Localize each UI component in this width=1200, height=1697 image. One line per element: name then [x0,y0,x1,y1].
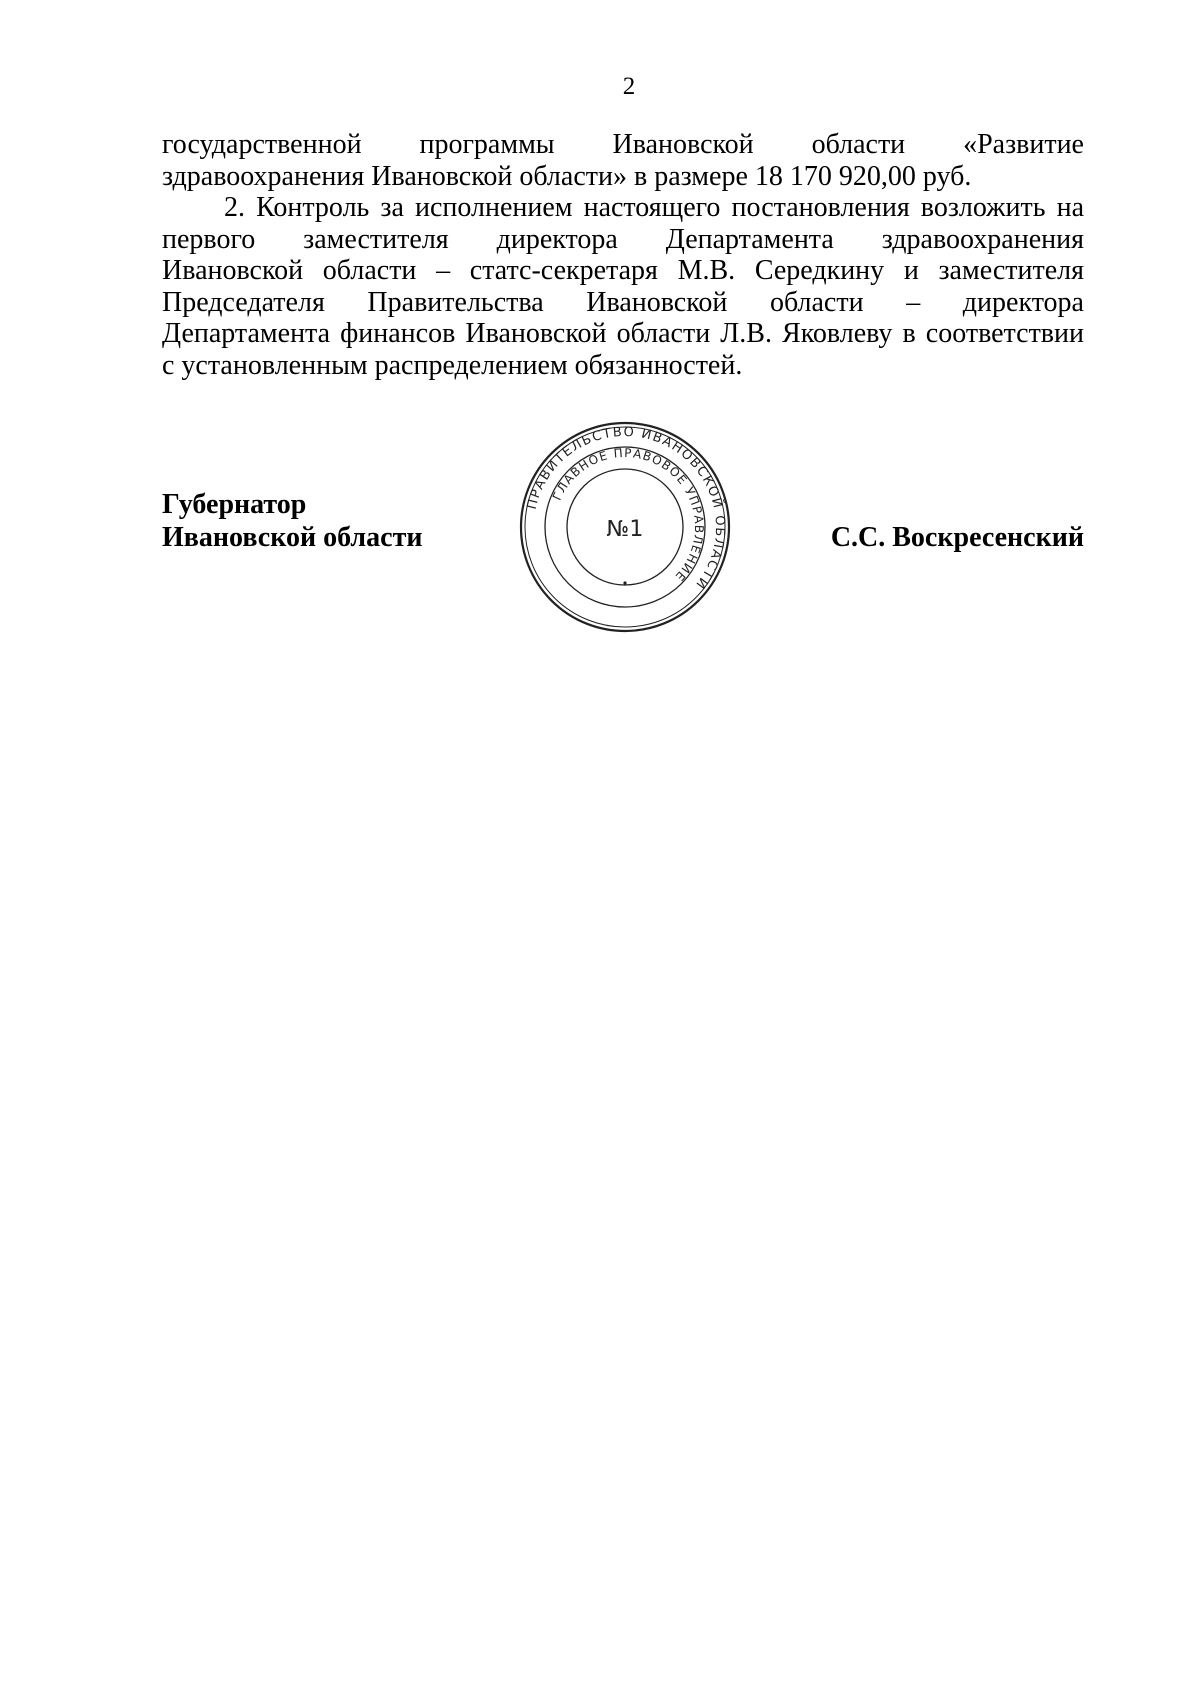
signer-position [162,488,422,554]
stamp-inner-text: ГЛАВНОЕ ПРАВОВОЕ УПРАВЛЕНИЕ [549,445,707,585]
text-line: с установленным распределением обязанностей. [162,349,743,381]
text-line: первого заместителя директора Департамента здравоохранения [162,223,1084,255]
signer-position-line: Ивановской области [162,522,423,553]
text-line: государственной программы Ивановской области «Развитие [162,129,1084,160]
official-stamp [518,420,732,634]
text-line: Ивановской области – статс-секретаря М.В. Середкину и заместителя [162,255,1084,286]
paragraph-control [162,192,1084,381]
text-line: Департамента финансов Ивановской области Л.В. Яковлеву в соответствии [162,318,1084,349]
stamp-center-text: №1 [606,517,644,542]
signer-name: С.С. Воскресенский [830,522,1084,553]
paragraph-program-funding [162,129,1084,192]
stamp-dot [623,581,626,584]
text-line: 2. Контроль за исполнением настоящего постановления возложить на [224,192,1084,223]
text-line: здравоохранения Ивановской области» в размере 18 170 920,00 руб. [162,160,972,192]
signer-position-line: Губернатор [162,489,307,520]
text-line: Председателя Правительства Ивановской области – директора [162,286,1084,318]
page-number: 2 [622,73,636,100]
document-body [162,129,1084,381]
stamp-outer-text: ПРАВИТЕЛЬСТВО ИВАНОВСКОЙ ОБЛАСТИ [524,424,728,593]
